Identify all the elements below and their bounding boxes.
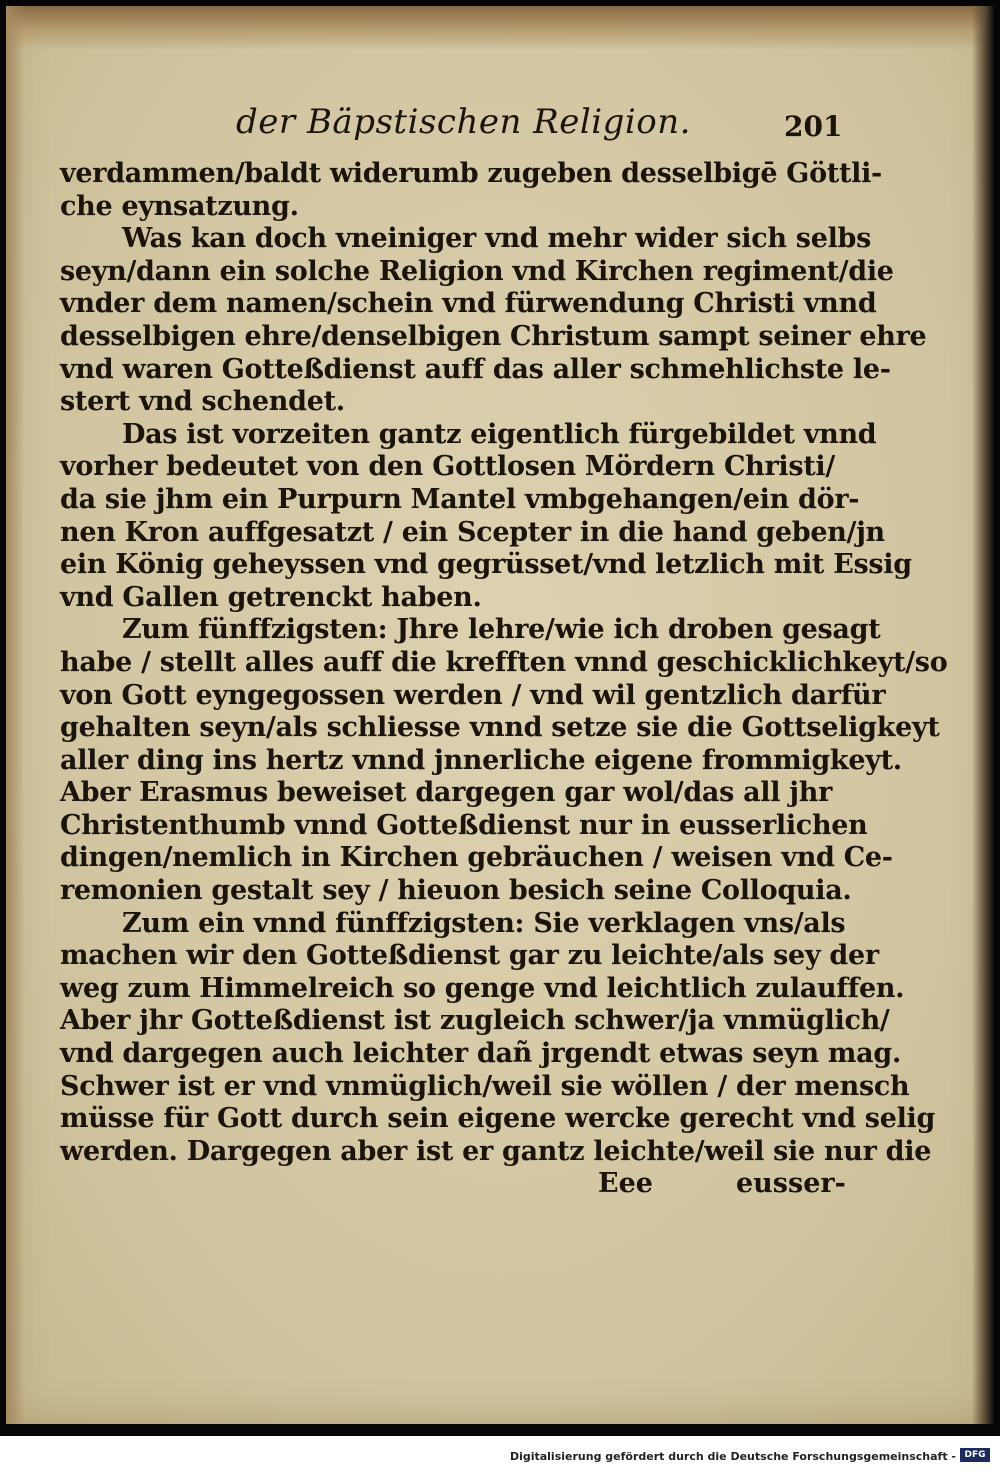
page-header (60, 102, 843, 158)
text-line: remonien gestalt sey / hieuon besich seine Colloquia. (60, 875, 852, 907)
text-line: Schwer ist er vnd vnmüglich/weil sie wöllen / der mensch (60, 1070, 910, 1102)
text-block (60, 102, 948, 1202)
text-line: müsse für Gott durch sein eigene wercke gerecht vnd selig (60, 1103, 936, 1135)
body-text (60, 158, 948, 1168)
text-line: habe / stellt alles auff die krefften vnnd geschicklichkeyt/so (60, 646, 948, 678)
text-line: werden. Dargegen aber ist er gantz leichte/weil sie nur die (60, 1135, 932, 1167)
text-line: Christenthumb vnnd Gotteßdienst nur in eusserlichen (60, 809, 868, 841)
funding-bar (0, 1436, 1000, 1474)
page-edge-left (6, 6, 24, 1424)
funding-text: Digitalisierung gefördert durch die Deutsche Forschungsgemeinschaft - (509, 1450, 956, 1463)
text-line: Was kan doch vneiniger vnd mehr wider sich selbs (122, 223, 872, 255)
page-footer (60, 1168, 846, 1202)
text-line: vnder dem namen/schein vnd fürwendung Christi vnnd (60, 288, 877, 320)
text-line: vnd waren Gotteßdienst auff das aller schmehlichste le- (60, 353, 891, 385)
text-line: von Gott eyngegossen werden / vnd wil gentzlich darfür (60, 679, 886, 711)
page-number: 201 (784, 110, 843, 143)
text-line: ein König geheyssen vnd gegrüsset/vnd letzlich mit Essig (60, 549, 912, 581)
text-line: stert vnd schendet. (60, 386, 345, 418)
text-line: verdammen/baldt widerumb zugeben desselbigē Göttli- (60, 158, 882, 189)
text-line: dingen/nemlich in Kirchen gebräuchen / weisen vnd Ce- (60, 842, 893, 874)
text-line: aller ding ins hertz vnnd jnnerliche eigene frommigkeyt. (60, 744, 902, 776)
text-line: machen wir den Gotteßdienst gar zu leichte/als sey der (60, 940, 879, 972)
catchword: eusser- (736, 1168, 846, 1200)
text-line: Das ist vorzeiten gantz eigentlich fürgebildet vnnd (122, 418, 877, 450)
text-line: da sie jhm ein Purpurn Mantel vmbgehangen/ein dör- (60, 483, 860, 515)
text-line: che eynsatzung. (60, 190, 299, 222)
text-line: Zum ein vnnd fünffzigsten: Sie verklagen vns/als (122, 907, 846, 939)
text-line: vorher bedeutet von den Gottlosen Mördern Christi/ (60, 451, 835, 483)
text-line: Zum fünffzigsten: Jhre lehre/wie ich droben gesagt (122, 614, 881, 646)
text-line: Aber jhr Gotteßdienst ist zugleich schwer/ja vnmüglich/ (60, 1005, 890, 1037)
page-edge-top (6, 6, 994, 50)
text-line: seyn/dann ein solche Religion vnd Kirchen regiment/die (60, 255, 894, 287)
text-line: vnd Gallen getrenckt haben. (60, 581, 482, 613)
text-line: weg zum Himmelreich so genge vnd leichtlich zulauffen. (60, 972, 905, 1004)
dfg-logo: DFG (960, 1448, 990, 1462)
page-edge-right (972, 6, 994, 1424)
running-head: der Bäpstischen Religion. (236, 102, 691, 142)
text-line: desselbigen ehre/denselbigen Christum sampt seiner ehre (60, 320, 927, 352)
text-line: gehalten seyn/als schliesse vnnd setze sie die Gottseligkeyt (60, 712, 940, 744)
text-line: nen Kron auffgesatzt / ein Scepter in die hand geben/jn (60, 516, 885, 548)
text-line: vnd dargegen auch leichter dañ jrgendt etwas seyn mag. (60, 1038, 902, 1070)
text-line: Aber Erasmus beweiset dargegen gar wol/das all jhr (60, 777, 833, 809)
signature-mark: Eee (598, 1168, 653, 1200)
